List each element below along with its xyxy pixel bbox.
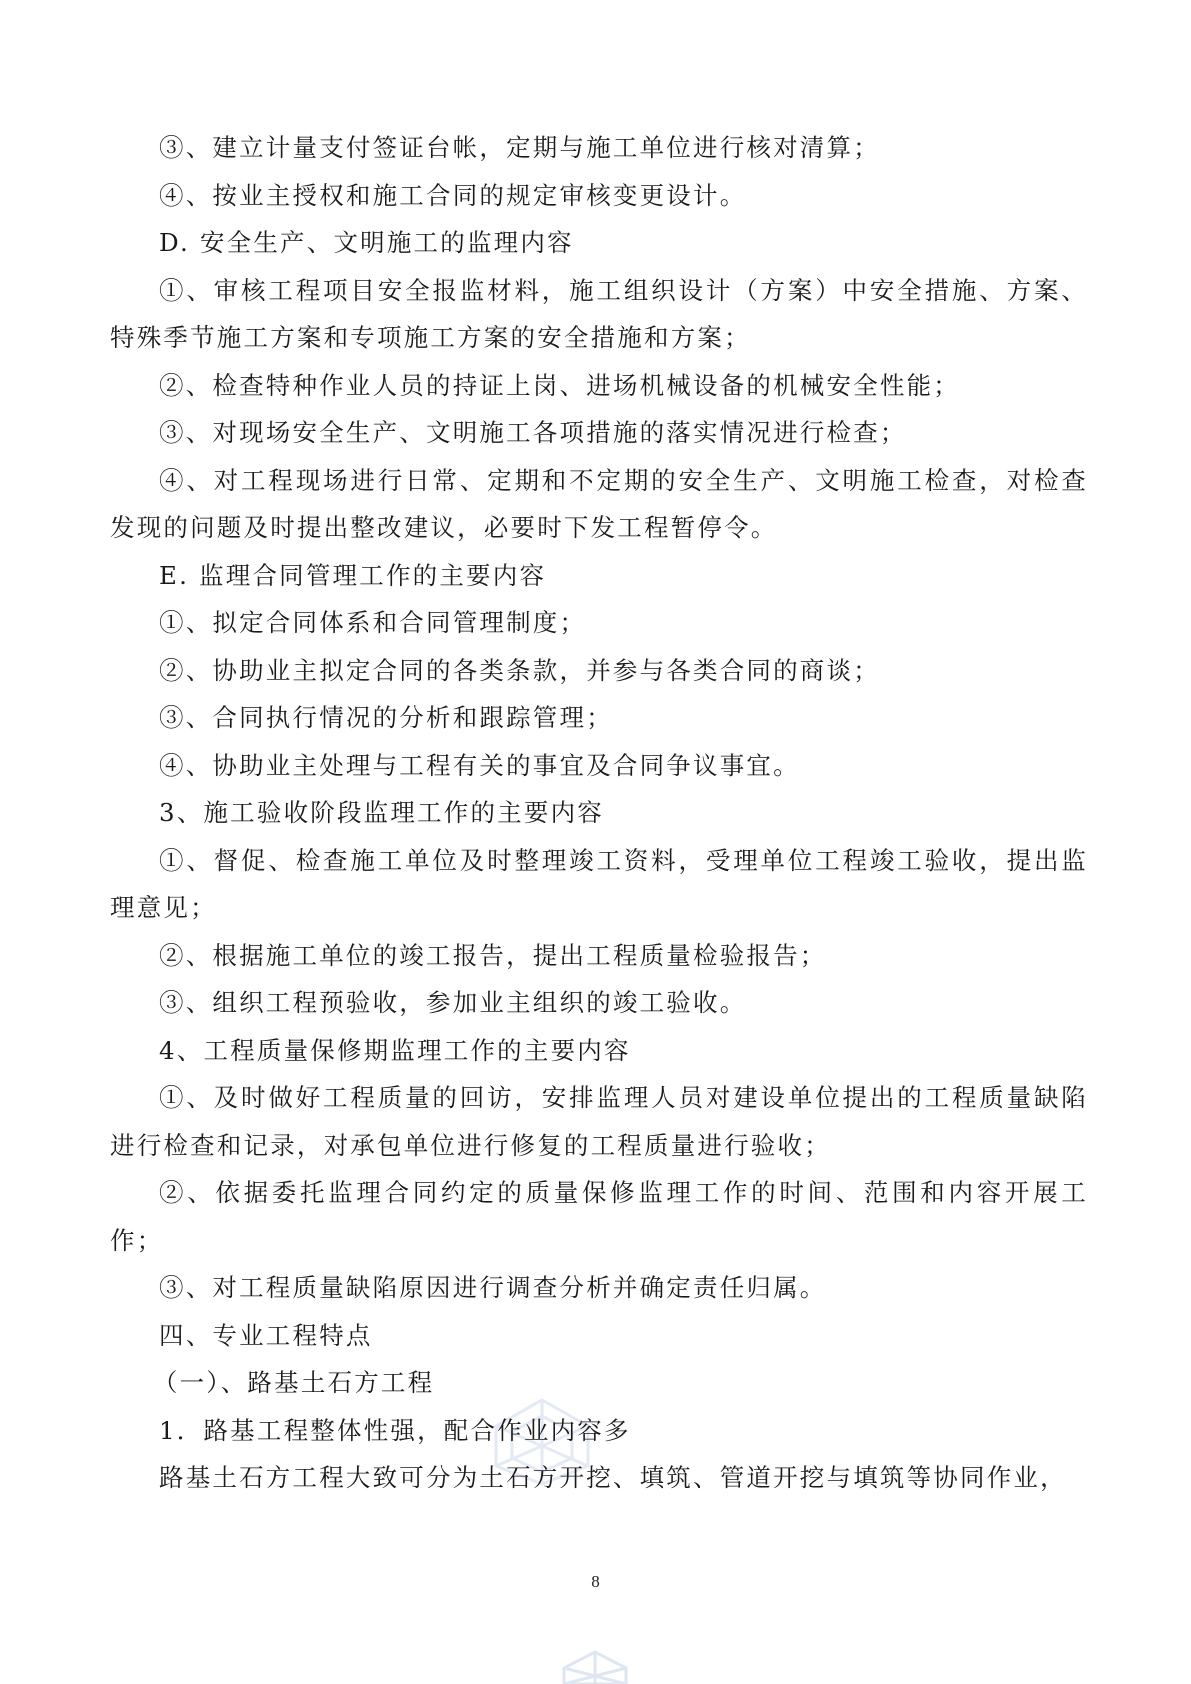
paragraph: ③、建立计量支付签证台帐，定期与施工单位进行核对清算； <box>159 133 880 162</box>
paragraph: ④、对工程现场进行日常、定期和不定期的安全生产、文明施工检查，对检查发现的问题及时提出整改建议，必要时下发工程暂停令。 <box>110 465 1088 542</box>
section-heading: （一）、路基土石方工程 <box>152 1368 435 1397</box>
paragraph: ①、督促、检查施工单位及时整理竣工资料，受理单位工程竣工验收，提出监理意见； <box>110 845 1088 922</box>
document-body <box>110 124 1088 1502</box>
paragraph: ③、组织工程预验收，参加业主组织的竣工验收。 <box>159 988 747 1017</box>
watermark-logo-icon <box>560 1650 630 1684</box>
section-heading: 3、施工验收阶段监理工作的主要内容 <box>159 798 604 827</box>
paragraph: ①、及时做好工程质量的回访，安排监理人员对建设单位提出的工程质量缺陷进行检查和记录，对承包单位进行修复的工程质量进行验收； <box>110 1083 1088 1160</box>
paragraph: ②、依据委托监理合同约定的质量保修监理工作的时间、范围和内容开展工作； <box>110 1178 1088 1255</box>
paragraph: ①、拟定合同体系和合同管理制度； <box>159 608 587 637</box>
paragraph: ②、检查特种作业人员的持证上岗、进场机械设备的机械安全性能； <box>159 370 960 400</box>
paragraph: ②、根据施工单位的竣工报告，提出工程质量检验报告； <box>159 940 827 970</box>
paragraph: 路基土石方工程大致可分为土石方开挖、填筑、管道开挖与填筑等协同作业， <box>159 1463 1067 1492</box>
paragraph: ④、按业主授权和施工合同的规定审核变更设计。 <box>159 180 747 210</box>
paragraph: ④、协助业主处理与工程有关的事宜及合同争议事宜。 <box>159 750 800 780</box>
paragraph: ③、合同执行情况的分析和跟踪管理； <box>159 703 613 732</box>
paragraph: ③、对现场安全生产、文明施工各项措施的落实情况进行检查； <box>159 418 907 447</box>
section-heading: D. 安全生产、文明施工的监理内容 <box>159 228 574 257</box>
section-heading: 四、专业工程特点 <box>159 1320 373 1350</box>
paragraph: ③、对工程质量缺陷原因进行调查分析并确定责任归属。 <box>159 1273 827 1302</box>
section-heading: E. 监理合同管理工作的主要内容 <box>159 560 547 590</box>
section-heading: 1．路基工程整体性强，配合作业内容多 <box>159 1415 631 1445</box>
section-heading: 4、工程质量保修期监理工作的主要内容 <box>159 1035 631 1065</box>
paragraph: ②、协助业主拟定合同的各类条款，并参与各类合同的商谈； <box>159 655 880 685</box>
page-number: 8 <box>591 1572 600 1591</box>
paragraph: ①、审核工程项目安全报监材料，施工组织设计（方案）中安全措施、方案、特殊季节施工方案和专项施工方案的安全措施和方案； <box>110 275 1088 352</box>
